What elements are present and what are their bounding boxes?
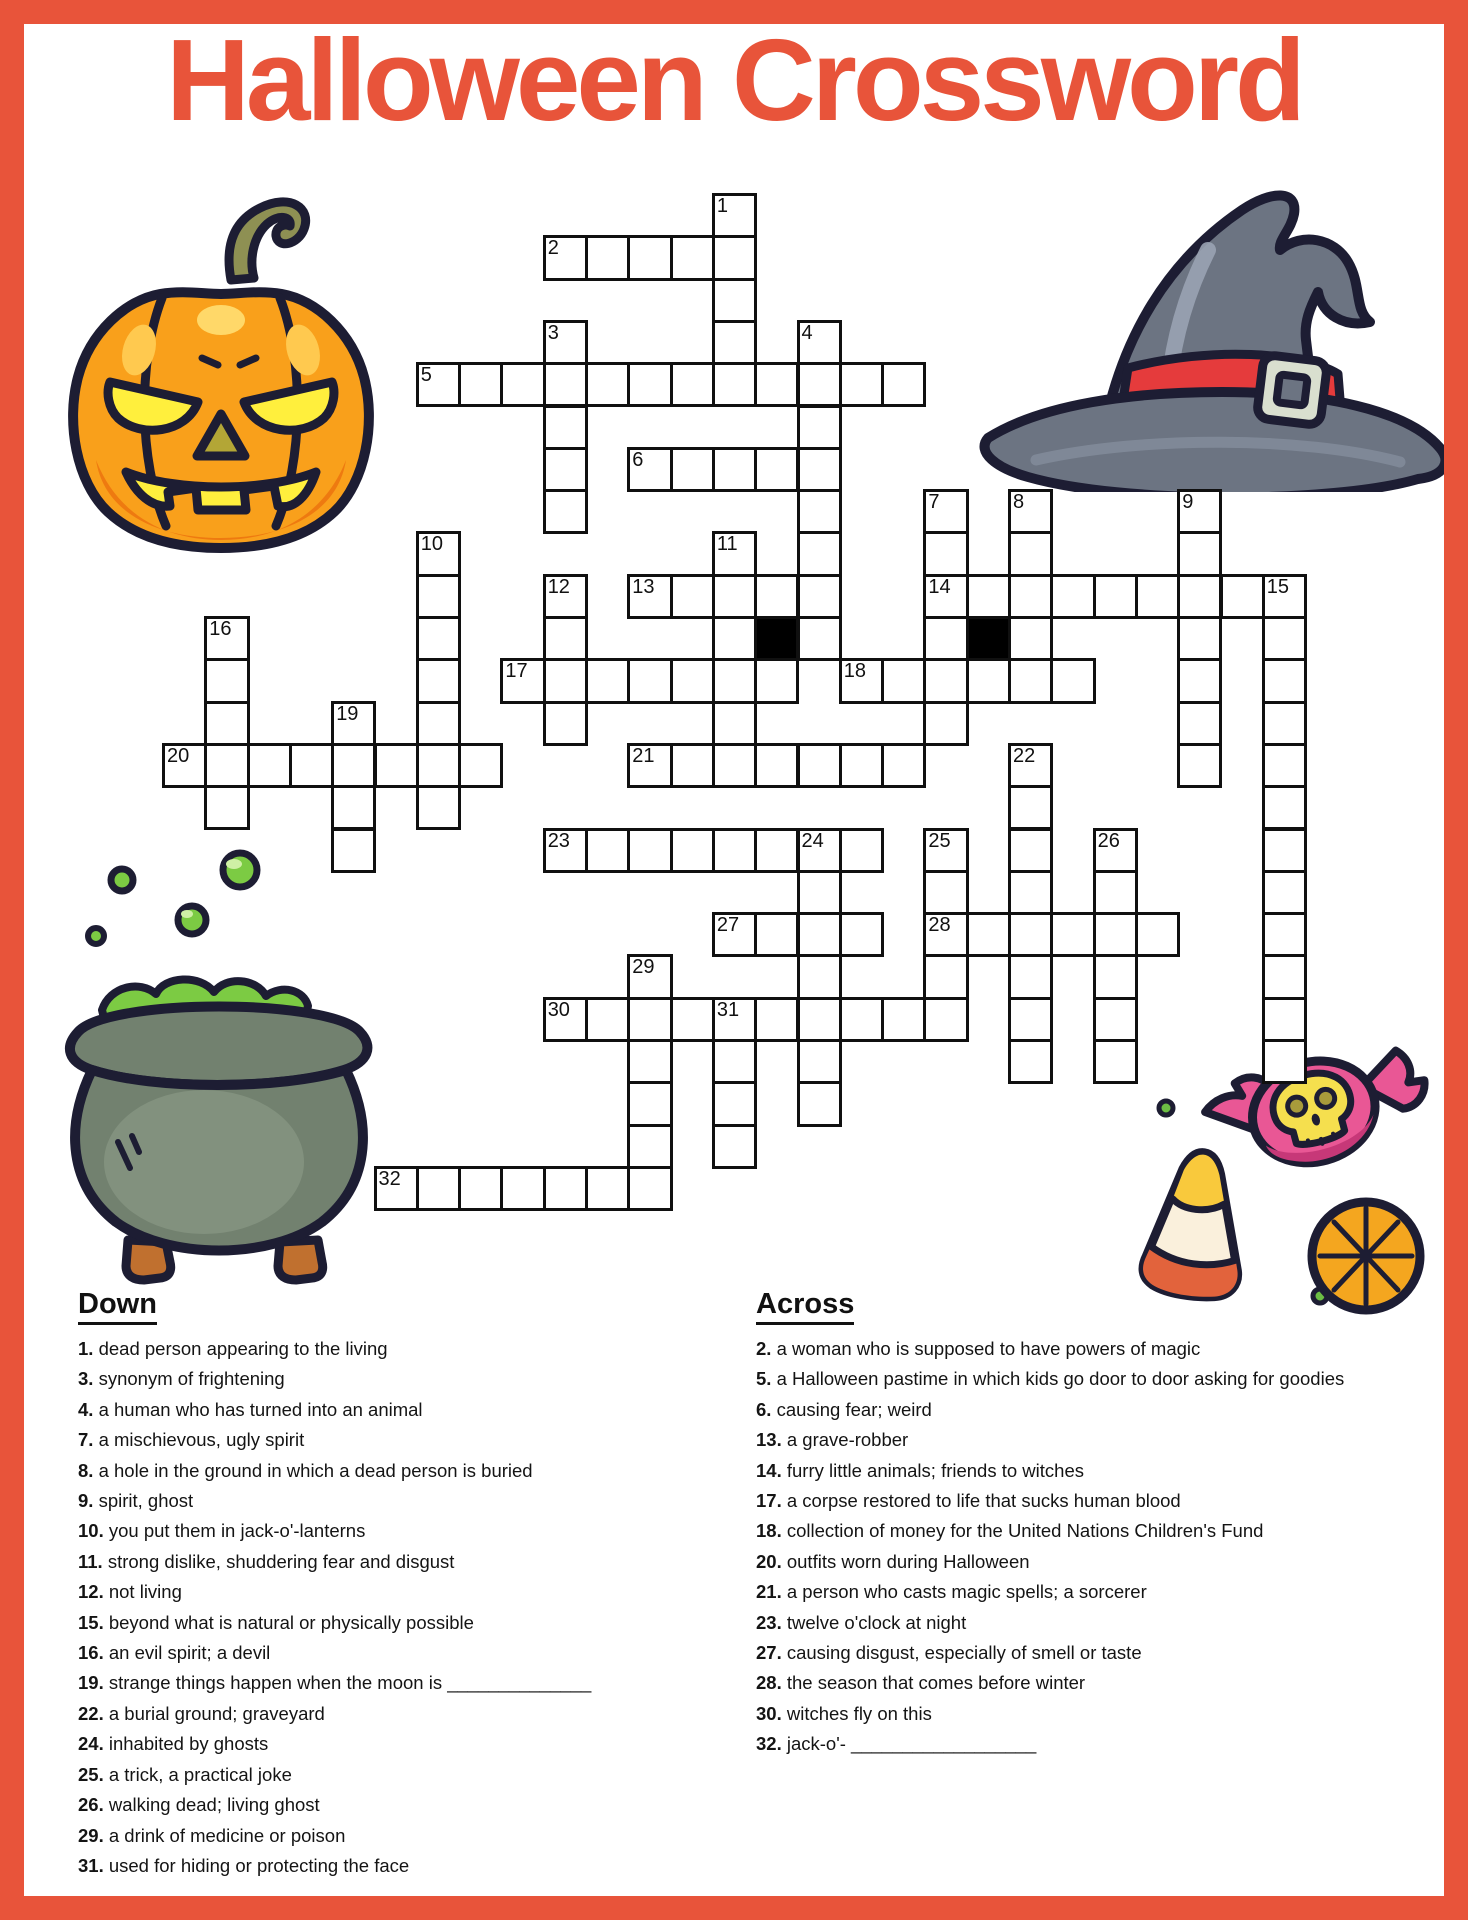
grid-cell-6-9[interactable]	[416, 574, 461, 619]
grid-cell-15-3[interactable]	[797, 320, 842, 365]
grid-cell-8-4[interactable]	[500, 362, 545, 407]
cell-number-10: 10	[420, 533, 444, 556]
cell-number-32: 32	[378, 1167, 401, 1190]
grid-cell-3-13[interactable]	[289, 743, 334, 788]
down-clues-section	[78, 1288, 591, 1881]
cell-number-28: 28	[928, 914, 951, 937]
black-cell-14-10	[754, 616, 799, 661]
grid-cell-2-13[interactable]	[247, 743, 292, 788]
grid-cell-12-19[interactable]	[670, 997, 715, 1042]
witch-hat-icon	[972, 162, 1462, 492]
grid-cell-20-17[interactable]	[1008, 912, 1053, 957]
down-clue-7: 7. a mischievous, ugly spirit	[78, 1429, 305, 1451]
grid-cell-18-15[interactable]	[923, 828, 968, 873]
down-clue-12: 12. not living	[78, 1581, 182, 1603]
grid-cell-12-9[interactable]	[670, 574, 715, 619]
grid-cell-15-18[interactable]	[797, 954, 842, 999]
grid-cell-18-8[interactable]	[923, 531, 968, 576]
grid-cell-23-17[interactable]	[1135, 912, 1180, 957]
grid-cell-13-12[interactable]	[712, 701, 757, 746]
grid-cell-12-4[interactable]	[670, 362, 715, 407]
grid-cell-16-4[interactable]	[839, 362, 884, 407]
cell-number-4: 4	[801, 321, 813, 344]
grid-cell-11-18[interactable]	[627, 954, 672, 999]
grid-cell-11-23[interactable]	[627, 1166, 672, 1211]
grid-cell-9-7[interactable]	[543, 489, 588, 534]
cell-number-15: 15	[1266, 575, 1290, 598]
down-clue-3: 3. synonym of frightening	[78, 1368, 285, 1390]
grid-cell-12-1[interactable]	[670, 235, 715, 280]
grid-cell-11-11[interactable]	[627, 658, 672, 703]
grid-cell-22-15[interactable]	[1093, 828, 1138, 873]
grid-cell-5-23[interactable]	[374, 1166, 419, 1211]
grid-cell-13-11[interactable]	[712, 658, 757, 703]
grid-cell-10-4[interactable]	[585, 362, 630, 407]
grid-cell-1-13[interactable]	[204, 743, 249, 788]
grid-cell-9-9[interactable]	[543, 574, 588, 619]
grid-cell-20-11[interactable]	[1008, 658, 1053, 703]
across-clue-14: 14. furry little animals; friends to witches	[756, 1459, 1084, 1481]
grid-cell-15-15[interactable]	[797, 828, 842, 873]
grid-cell-26-15[interactable]	[1262, 828, 1307, 873]
grid-cell-8-11[interactable]	[500, 658, 545, 703]
down-clue-25: 25. a trick, a practical joke	[78, 1763, 292, 1785]
grid-cell-14-13[interactable]	[754, 743, 799, 788]
grid-cell-18-10[interactable]	[923, 616, 968, 661]
grid-cell-23-9[interactable]	[1135, 574, 1180, 619]
across-clue-27: 27. causing disgust, especially of smell or taste	[756, 1642, 1142, 1664]
grid-cell-22-19[interactable]	[1093, 997, 1138, 1042]
grid-cell-16-11[interactable]	[839, 658, 884, 703]
jack-o-lantern-icon	[46, 180, 396, 560]
across-clues-section	[756, 1288, 1344, 1760]
grid-cell-7-4[interactable]	[458, 362, 503, 407]
cell-number-7: 7	[928, 491, 940, 514]
grid-cell-20-14[interactable]	[1008, 785, 1053, 830]
cell-number-18: 18	[843, 660, 867, 683]
grid-cell-7-23[interactable]	[458, 1166, 503, 1211]
page-title: Halloween Crossword	[166, 15, 1302, 145]
grid-cell-11-15[interactable]	[627, 828, 672, 873]
grid-cell-24-8[interactable]	[1177, 531, 1222, 576]
grid-cell-14-6[interactable]	[754, 447, 799, 492]
grid-cell-24-7[interactable]	[1177, 489, 1222, 534]
grid-cell-22-9[interactable]	[1093, 574, 1138, 619]
cell-number-9: 9	[1182, 491, 1194, 514]
across-clue-30: 30. witches fly on this	[756, 1702, 932, 1724]
grid-cell-6-8[interactable]	[416, 531, 461, 576]
down-clue-29: 29. a drink of medicine or poison	[78, 1824, 346, 1846]
grid-cell-22-16[interactable]	[1093, 870, 1138, 915]
grid-cell-4-12[interactable]	[331, 701, 376, 746]
cell-number-25: 25	[928, 829, 951, 852]
across-clue-28: 28. the season that comes before winter	[756, 1672, 1086, 1694]
down-clue-10: 10. you put them in jack-o'-lanterns	[78, 1520, 366, 1542]
down-heading: Down	[78, 1288, 157, 1325]
grid-cell-24-13[interactable]	[1177, 743, 1222, 788]
grid-cell-26-14[interactable]	[1262, 785, 1307, 830]
grid-cell-1-14[interactable]	[204, 785, 249, 830]
down-clue-1: 1. dead person appearing to the living	[78, 1338, 388, 1359]
grid-cell-26-20[interactable]	[1262, 1039, 1307, 1084]
grid-cell-9-11[interactable]	[543, 658, 588, 703]
cell-number-30: 30	[547, 998, 570, 1021]
grid-cell-13-10[interactable]	[712, 616, 757, 661]
grid-cell-6-13[interactable]	[416, 743, 461, 788]
down-clue-11: 11. strong dislike, shuddering fear and disgust	[78, 1550, 455, 1572]
grid-cell-13-2[interactable]	[712, 278, 757, 323]
grid-cell-18-12[interactable]	[923, 701, 968, 746]
cell-number-17: 17	[505, 660, 528, 683]
grid-cell-22-18[interactable]	[1093, 954, 1138, 999]
grid-cell-15-4[interactable]	[797, 362, 842, 407]
cell-number-29: 29	[632, 956, 655, 979]
grid-cell-11-22[interactable]	[627, 1124, 672, 1169]
grid-cell-20-19[interactable]	[1008, 997, 1053, 1042]
grid-cell-16-15[interactable]	[839, 828, 884, 873]
grid-cell-20-10[interactable]	[1008, 616, 1053, 661]
grid-cell-17-4[interactable]	[881, 362, 926, 407]
grid-cell-16-19[interactable]	[839, 997, 884, 1042]
grid-cell-13-0[interactable]	[712, 193, 757, 238]
grid-cell-15-21[interactable]	[797, 1081, 842, 1126]
cell-number-12: 12	[547, 575, 570, 598]
black-cell-19-10	[966, 616, 1011, 661]
grid-cell-21-9[interactable]	[1050, 574, 1095, 619]
down-clue-4: 4. a human who has turned into an animal	[78, 1398, 423, 1420]
grid-cell-6-10[interactable]	[416, 616, 461, 661]
grid-cell-6-23[interactable]	[416, 1166, 461, 1211]
across-clue-6: 6. causing fear; weird	[756, 1398, 932, 1420]
grid-cell-26-10[interactable]	[1262, 616, 1307, 661]
grid-cell-15-5[interactable]	[797, 405, 842, 450]
grid-cell-13-3[interactable]	[712, 320, 757, 365]
grid-cell-11-6[interactable]	[627, 447, 672, 492]
grid-cell-24-10[interactable]	[1177, 616, 1222, 661]
grid-cell-13-22[interactable]	[712, 1124, 757, 1169]
grid-cell-26-11[interactable]	[1262, 658, 1307, 703]
across-clue-20: 20. outfits worn during Halloween	[756, 1550, 1030, 1572]
grid-cell-9-10[interactable]	[543, 616, 588, 661]
grid-cell-21-17[interactable]	[1050, 912, 1095, 957]
grid-cell-22-17[interactable]	[1093, 912, 1138, 957]
grid-cell-18-9[interactable]	[923, 574, 968, 619]
down-clue-31: 31. used for hiding or protecting the face	[78, 1854, 410, 1876]
grid-cell-15-20[interactable]	[797, 1039, 842, 1084]
grid-cell-20-20[interactable]	[1008, 1039, 1053, 1084]
cell-number-3: 3	[547, 321, 559, 344]
grid-cell-11-20[interactable]	[627, 1039, 672, 1084]
grid-cell-9-4[interactable]	[543, 362, 588, 407]
grid-cell-17-13[interactable]	[881, 743, 926, 788]
grid-cell-15-9[interactable]	[797, 574, 842, 619]
grid-cell-18-18[interactable]	[923, 954, 968, 999]
grid-cell-20-16[interactable]	[1008, 870, 1053, 915]
grid-cell-15-7[interactable]	[797, 489, 842, 534]
down-clue-19: 19. strange things happen when the moon is ______________	[78, 1672, 592, 1694]
grid-cell-18-16[interactable]	[923, 870, 968, 915]
grid-cell-24-9[interactable]	[1177, 574, 1222, 619]
across-clue-5: 5. a Halloween pastime in which kids go door to door asking for goodies	[756, 1368, 1345, 1390]
grid-cell-9-23[interactable]	[543, 1166, 588, 1211]
cell-number-8: 8	[1013, 491, 1025, 514]
cell-number-11: 11	[716, 533, 738, 556]
cell-number-31: 31	[716, 998, 740, 1021]
down-clue-24: 24. inhabited by ghosts	[78, 1733, 269, 1755]
grid-cell-11-21[interactable]	[627, 1081, 672, 1126]
down-clue-16: 16. an evil spirit; a devil	[78, 1642, 271, 1664]
cell-number-21: 21	[632, 744, 655, 767]
across-clue-23: 23. twelve o'clock at night	[756, 1611, 967, 1633]
grid-cell-14-9[interactable]	[754, 574, 799, 619]
cauldron-icon	[44, 842, 394, 1292]
grid-cell-1-11[interactable]	[204, 658, 249, 703]
across-clue-18: 18. collection of money for the United Nations Children's Fund	[756, 1520, 1264, 1542]
grid-cell-6-14[interactable]	[416, 785, 461, 830]
grid-cell-20-15[interactable]	[1008, 828, 1053, 873]
grid-cell-26-13[interactable]	[1262, 743, 1307, 788]
grid-cell-1-12[interactable]	[204, 701, 249, 746]
grid-cell-15-16[interactable]	[797, 870, 842, 915]
grid-cell-13-6[interactable]	[712, 447, 757, 492]
grid-cell-11-13[interactable]	[627, 743, 672, 788]
grid-cell-20-7[interactable]	[1008, 489, 1053, 534]
grid-cell-16-17[interactable]	[839, 912, 884, 957]
grid-cell-13-4[interactable]	[712, 362, 757, 407]
grid-cell-26-18[interactable]	[1262, 954, 1307, 999]
grid-cell-9-12[interactable]	[543, 701, 588, 746]
grid-cell-14-19[interactable]	[754, 997, 799, 1042]
grid-cell-6-11[interactable]	[416, 658, 461, 703]
grid-cell-24-12[interactable]	[1177, 701, 1222, 746]
cell-number-22: 22	[1013, 744, 1036, 767]
grid-cell-13-1[interactable]	[712, 235, 757, 280]
cell-number-23: 23	[547, 829, 570, 852]
grid-cell-13-21[interactable]	[712, 1081, 757, 1126]
grid-cell-10-11[interactable]	[585, 658, 630, 703]
cell-number-2: 2	[547, 237, 559, 260]
grid-cell-15-6[interactable]	[797, 447, 842, 492]
grid-cell-13-8[interactable]	[712, 531, 757, 576]
down-clue-22: 22. a burial ground; graveyard	[78, 1702, 325, 1724]
grid-cell-19-9[interactable]	[966, 574, 1011, 619]
grid-cell-18-11[interactable]	[923, 658, 968, 703]
cell-number-1: 1	[716, 195, 729, 217]
grid-cell-19-17[interactable]	[966, 912, 1011, 957]
cell-number-20: 20	[167, 744, 190, 767]
grid-cell-13-13[interactable]	[712, 743, 757, 788]
cell-number-26: 26	[1097, 829, 1120, 852]
grid-cell-4-15[interactable]	[331, 828, 376, 873]
grid-cell-15-17[interactable]	[797, 912, 842, 957]
grid-cell-20-13[interactable]	[1008, 743, 1053, 788]
grid-cell-8-23[interactable]	[500, 1166, 545, 1211]
cell-number-16: 16	[209, 618, 232, 640]
grid-cell-24-11[interactable]	[1177, 658, 1222, 703]
grid-cell-7-13[interactable]	[458, 743, 503, 788]
grid-cell-12-11[interactable]	[670, 658, 715, 703]
across-clue-21: 21. a person who casts magic spells; a sorcerer	[756, 1581, 1147, 1603]
grid-cell-6-4[interactable]	[416, 362, 461, 407]
grid-cell-19-11[interactable]	[966, 658, 1011, 703]
grid-cell-5-13[interactable]	[374, 743, 419, 788]
grid-cell-26-16[interactable]	[1262, 870, 1307, 915]
grid-cell-26-19[interactable]	[1262, 997, 1307, 1042]
grid-cell-4-13[interactable]	[331, 743, 376, 788]
grid-cell-20-8[interactable]	[1008, 531, 1053, 576]
grid-cell-25-9[interactable]	[1220, 574, 1265, 619]
grid-cell-22-20[interactable]	[1093, 1039, 1138, 1084]
grid-cell-13-20[interactable]	[712, 1039, 757, 1084]
grid-cell-18-7[interactable]	[923, 489, 968, 534]
grid-cell-12-13[interactable]	[670, 743, 715, 788]
grid-cell-1-10[interactable]	[204, 616, 249, 661]
grid-cell-9-19[interactable]	[543, 997, 588, 1042]
grid-cell-16-13[interactable]	[839, 743, 884, 788]
cell-number-6: 6	[632, 448, 644, 471]
grid-cell-9-15[interactable]	[543, 828, 588, 873]
grid-cell-17-11[interactable]	[881, 658, 926, 703]
grid-cell-9-3[interactable]	[543, 320, 588, 365]
cell-number-13: 13	[632, 575, 655, 598]
down-clue-list	[78, 1334, 591, 1881]
across-clue-17: 17. a corpse restored to life that sucks human blood	[756, 1490, 1181, 1512]
cell-number-19: 19	[336, 702, 359, 725]
grid-cell-13-19[interactable]	[712, 997, 757, 1042]
grid-cell-9-6[interactable]	[543, 447, 588, 492]
across-clue-list	[756, 1334, 1344, 1760]
grid-cell-11-4[interactable]	[627, 362, 672, 407]
grid-cell-0-13[interactable]	[162, 743, 207, 788]
grid-cell-17-19[interactable]	[881, 997, 926, 1042]
across-heading: Across	[756, 1288, 854, 1325]
grid-cell-10-19[interactable]	[585, 997, 630, 1042]
across-clue-2: 2. a woman who is supposed to have powers of magic	[756, 1338, 1201, 1359]
down-clue-9: 9. spirit, ghost	[78, 1490, 194, 1512]
grid-cell-26-12[interactable]	[1262, 701, 1307, 746]
grid-cell-11-9[interactable]	[627, 574, 672, 619]
grid-cell-9-1[interactable]	[543, 235, 588, 280]
grid-cell-26-17[interactable]	[1262, 912, 1307, 957]
grid-cell-14-17[interactable]	[754, 912, 799, 957]
grid-cell-13-15[interactable]	[712, 828, 757, 873]
grid-cell-9-5[interactable]	[543, 405, 588, 450]
grid-cell-11-19[interactable]	[627, 997, 672, 1042]
grid-cell-13-9[interactable]	[712, 574, 757, 619]
cell-number-27: 27	[716, 914, 740, 937]
grid-cell-15-10[interactable]	[797, 616, 842, 661]
grid-cell-14-4[interactable]	[754, 362, 799, 407]
grid-cell-12-6[interactable]	[670, 447, 715, 492]
grid-cell-15-19[interactable]	[797, 997, 842, 1042]
grid-cell-20-9[interactable]	[1008, 574, 1053, 619]
across-clue-32: 32. jack-o'- __________________	[756, 1733, 1037, 1755]
across-clue-13: 13. a grave-robber	[756, 1429, 909, 1451]
grid-cell-18-19[interactable]	[923, 997, 968, 1042]
grid-cell-18-17[interactable]	[923, 912, 968, 957]
grid-cell-15-8[interactable]	[797, 531, 842, 576]
grid-cell-12-15[interactable]	[670, 828, 715, 873]
grid-cell-26-9[interactable]	[1262, 574, 1307, 619]
grid-cell-10-23[interactable]	[585, 1166, 630, 1211]
grid-cell-6-12[interactable]	[416, 701, 461, 746]
down-clue-8: 8. a hole in the ground in which a dead person is buried	[78, 1459, 533, 1481]
grid-cell-4-14[interactable]	[331, 785, 376, 830]
cell-number-14: 14	[928, 575, 951, 598]
grid-cell-11-1[interactable]	[627, 235, 672, 280]
grid-cell-10-1[interactable]	[585, 235, 630, 280]
grid-cell-21-11[interactable]	[1050, 658, 1095, 703]
grid-cell-14-11[interactable]	[754, 658, 799, 703]
down-clue-15: 15. beyond what is natural or physically possible	[78, 1611, 474, 1633]
cell-number-24: 24	[801, 829, 824, 852]
grid-cell-13-17[interactable]	[712, 912, 757, 957]
grid-cell-20-18[interactable]	[1008, 954, 1053, 999]
grid-cell-15-13[interactable]	[797, 743, 842, 788]
cell-number-5: 5	[420, 364, 432, 387]
grid-cell-10-15[interactable]	[585, 828, 630, 873]
down-clue-26: 26. walking dead; living ghost	[78, 1794, 320, 1816]
grid-cell-14-15[interactable]	[754, 828, 799, 873]
